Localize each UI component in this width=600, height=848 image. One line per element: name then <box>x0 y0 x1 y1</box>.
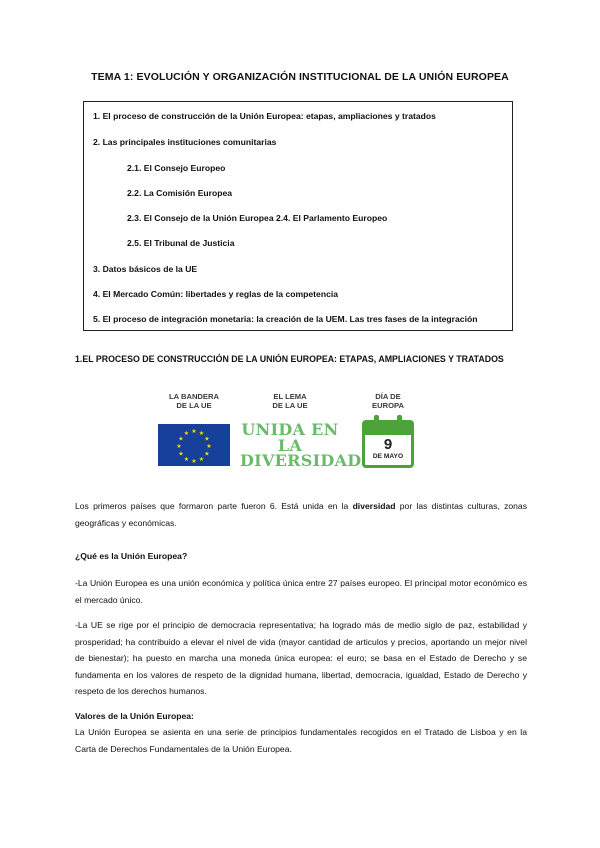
section-heading: 1.EL PROCESO DE CONSTRUCCIÓN DE LA UNIÓN EUROPEA: ETAPAS, AMPLIACIONES Y TRATADOS <box>75 354 504 364</box>
values-heading: Valores de la Unión Europea: <box>75 711 194 721</box>
eu-infographic <box>158 392 420 476</box>
motto-label: EL LEMA DE LA UE <box>272 392 308 410</box>
toc-item-3: 3. Datos básicos de la UE <box>93 264 198 274</box>
svg-text:★: ★ <box>191 428 197 435</box>
eu-flag-icon <box>158 424 230 466</box>
toc-item-1: 1. El proceso de construcción de la Unión Europea: etapas, ampliaciones y tratados <box>93 111 436 121</box>
svg-text:★: ★ <box>178 435 184 443</box>
svg-text:★: ★ <box>191 458 197 465</box>
toc-item-2: 2. Las principales instituciones comunitarias <box>93 137 277 147</box>
paragraph-definition: -La Unión Europea es una unión económica y política única entre 27 países europeo. El principal motor económico es el mercado único. <box>75 578 527 605</box>
svg-text:★: ★ <box>198 456 205 463</box>
page-title: TEMA 1: EVOLUCIÓN Y ORGANIZACIÓN INSTITUCIONAL DE LA UNIÓN EUROPEA <box>91 71 509 83</box>
svg-text:★: ★ <box>204 450 210 458</box>
europe-day-month: DE MAYO <box>372 453 404 460</box>
svg-text:★: ★ <box>183 456 190 463</box>
svg-text:★: ★ <box>204 435 210 443</box>
flag-label: LA BANDERA DE LA UE <box>169 392 219 410</box>
toc-item-2-1: 2.1. El Consejo Europeo <box>127 163 226 173</box>
table-of-contents <box>83 101 513 331</box>
values-paragraph: La Unión Europea se asienta en una serie de principios fundamentales recogidos en el Tratado de Lisboa y en la Carta de Derechos Fundamentales de la Unión Europea. <box>75 727 527 754</box>
question-heading: ¿Qué es la Unión Europea? <box>75 551 188 561</box>
svg-text:★: ★ <box>176 443 182 450</box>
europe-day-label: DÍA DE EUROPA <box>372 392 404 410</box>
calendar-icon <box>362 420 414 468</box>
toc-item-2-3: 2.3. El Consejo de la Unión Europea 2.4. El Parlamento Europeo <box>127 213 388 223</box>
toc-item-2-2: 2.2. La Comisión Europea <box>127 188 233 198</box>
svg-text:★: ★ <box>198 430 205 437</box>
paragraph-principles: -La UE se rige por el principio de democracia representativa; ha logrado más de medio siglo de paz, estabilidad y prosperidad; ha contribuido a elevar el nivel de vida (mayor cantidad de articulos y precios, aportando un mejor nivel de bienestar); ha puesto en marcha una moneda única europea: el euro; se basa en el Estado de Derecho y se fundamenta en los valores de respeto de la dignidad humana, libertad, democracia, igualdad, Estado de Derecho y respeto de los derechos humanos. <box>75 620 527 696</box>
toc-item-4: 4. El Mercado Común: libertades y reglas de la competencia <box>93 289 339 299</box>
svg-text:★: ★ <box>178 450 184 458</box>
svg-text:★: ★ <box>183 430 190 437</box>
europe-day-number: 9 <box>383 436 393 453</box>
toc-item-2-5: 2.5. El Tribunal de Justicia <box>127 238 235 248</box>
intro-paragraph: Los primeros países que formaron parte fueron 6. Está unida en la diversidad por las distintas culturas, zonas geográficas y económicas. <box>75 501 528 528</box>
toc-item-5: 5. El proceso de integración monetaria: la creación de la UEM. Las tres fases de la integración <box>93 314 478 324</box>
svg-text:★: ★ <box>206 443 212 450</box>
eu-motto: UNIDA EN LA DIVERSIDAD <box>240 420 362 470</box>
